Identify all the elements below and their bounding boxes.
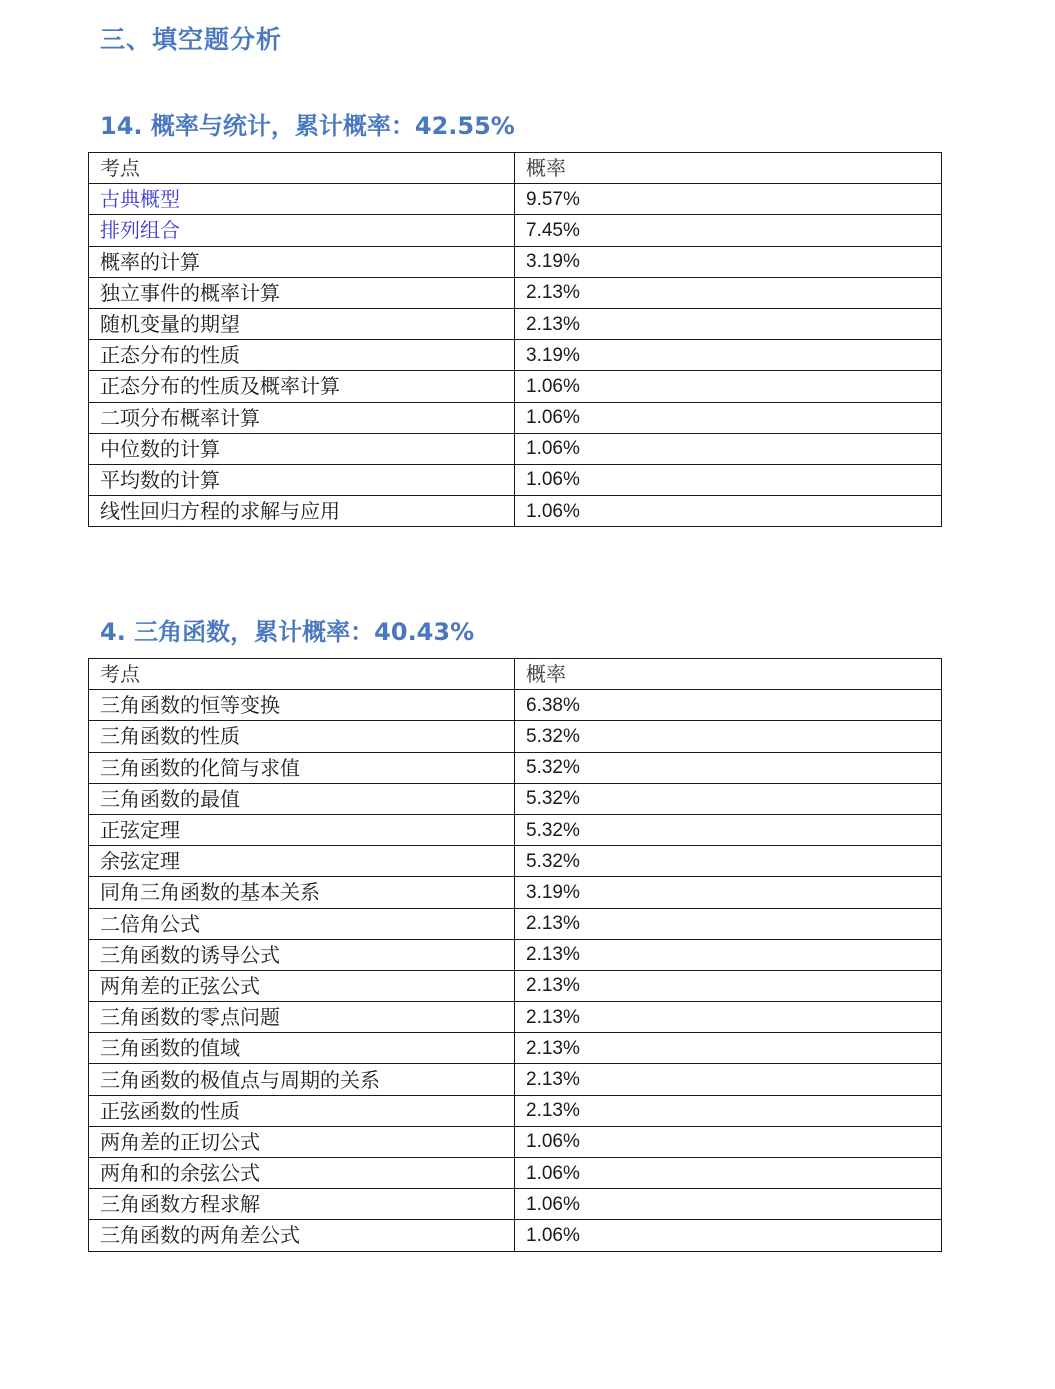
- probability-value: 5.32%: [515, 783, 942, 814]
- probability-value: 7.45%: [515, 215, 942, 246]
- topic-name: 正态分布的性质及概率计算: [89, 371, 515, 402]
- probability-value: 2.13%: [515, 277, 942, 308]
- table-row: [89, 464, 942, 495]
- table-row: [89, 215, 942, 246]
- topic-name: 概率的计算: [89, 246, 515, 277]
- table-row: [89, 1033, 942, 1064]
- probability-value: 3.19%: [515, 340, 942, 371]
- topic-name: 三角函数的诱导公式: [89, 939, 515, 970]
- topic-name: 两角差的正弦公式: [89, 970, 515, 1001]
- topic-name: 同角三角函数的基本关系: [89, 877, 515, 908]
- table-row: [89, 752, 942, 783]
- topic-name: 平均数的计算: [89, 464, 515, 495]
- probability-value: 6.38%: [515, 690, 942, 721]
- probability-value: 2.13%: [515, 1095, 942, 1126]
- probability-value: 3.19%: [515, 877, 942, 908]
- topic-name: 三角函数的值域: [89, 1033, 515, 1064]
- topic-name: 三角函数的化简与求值: [89, 752, 515, 783]
- table-row: [89, 371, 942, 402]
- table-row: [89, 721, 942, 752]
- probability-value: 5.32%: [515, 846, 942, 877]
- topic-heading-trigonometry: 4. 三角函数，累计概率：40.43%: [100, 618, 475, 646]
- probability-table: [88, 152, 942, 527]
- topic-name: 两角和的余弦公式: [89, 1158, 515, 1189]
- column-header-topic: 考点: [89, 153, 515, 184]
- topic-name: 独立事件的概率计算: [89, 277, 515, 308]
- table-header-row: [89, 153, 942, 184]
- column-header-probability: 概率: [515, 153, 942, 184]
- topic-name: 中位数的计算: [89, 433, 515, 464]
- topic-link[interactable]: 排列组合: [89, 215, 515, 246]
- topic-heading-probability: 14. 概率与统计，累计概率：42.55%: [100, 112, 515, 140]
- probability-value: 5.32%: [515, 721, 942, 752]
- topic-name: 余弦定理: [89, 846, 515, 877]
- probability-value: 1.06%: [515, 1158, 942, 1189]
- topic-name: 三角函数的恒等变换: [89, 690, 515, 721]
- probability-value: 2.13%: [515, 908, 942, 939]
- topic-name: 随机变量的期望: [89, 308, 515, 339]
- probability-value: 9.57%: [515, 184, 942, 215]
- probability-value: 1.06%: [515, 464, 942, 495]
- probability-value: 2.13%: [515, 308, 942, 339]
- table-row: [89, 970, 942, 1001]
- probability-value: 5.32%: [515, 752, 942, 783]
- table-row: [89, 1002, 942, 1033]
- table-row: [89, 846, 942, 877]
- probability-value: 2.13%: [515, 1002, 942, 1033]
- column-header-topic: 考点: [89, 659, 515, 690]
- table-row: [89, 433, 942, 464]
- topic-name: 三角函数的性质: [89, 721, 515, 752]
- topic-link[interactable]: 古典概型: [89, 184, 515, 215]
- probability-value: 1.06%: [515, 1220, 942, 1251]
- probability-value: 3.19%: [515, 246, 942, 277]
- topic-name: 三角函数的极值点与周期的关系: [89, 1064, 515, 1095]
- table-row: [89, 340, 942, 371]
- probability-value: 1.06%: [515, 496, 942, 527]
- table-row: [89, 402, 942, 433]
- topic-name: 正弦定理: [89, 814, 515, 845]
- trigonometry-table: [88, 658, 942, 1252]
- topic-name: 二倍角公式: [89, 908, 515, 939]
- table-row: [89, 690, 942, 721]
- table-row: [89, 277, 942, 308]
- probability-value: 1.06%: [515, 402, 942, 433]
- table-row: [89, 939, 942, 970]
- table-row: [89, 908, 942, 939]
- probability-value: 2.13%: [515, 970, 942, 1001]
- topic-name: 线性回归方程的求解与应用: [89, 496, 515, 527]
- table-row: [89, 1189, 942, 1220]
- probability-value: 1.06%: [515, 1126, 942, 1157]
- topic-name: 二项分布概率计算: [89, 402, 515, 433]
- probability-value: 2.13%: [515, 1064, 942, 1095]
- topic-name: 正态分布的性质: [89, 340, 515, 371]
- probability-value: 5.32%: [515, 814, 942, 845]
- table-header-row: [89, 659, 942, 690]
- table-row: [89, 1220, 942, 1251]
- table-row: [89, 1064, 942, 1095]
- topic-name: 正弦函数的性质: [89, 1095, 515, 1126]
- probability-value: 2.13%: [515, 939, 942, 970]
- table-row: [89, 1158, 942, 1189]
- probability-value: 1.06%: [515, 1189, 942, 1220]
- table-row: [89, 246, 942, 277]
- table-row: [89, 1095, 942, 1126]
- table-row: [89, 877, 942, 908]
- column-header-probability: 概率: [515, 659, 942, 690]
- topic-name: 三角函数的两角差公式: [89, 1220, 515, 1251]
- probability-value: 1.06%: [515, 433, 942, 464]
- probability-value: 2.13%: [515, 1033, 942, 1064]
- topic-name: 三角函数的最值: [89, 783, 515, 814]
- table-row: [89, 184, 942, 215]
- topic-name: 三角函数方程求解: [89, 1189, 515, 1220]
- table-row: [89, 496, 942, 527]
- table-row: [89, 814, 942, 845]
- probability-value: 1.06%: [515, 371, 942, 402]
- table-row: [89, 783, 942, 814]
- section-title: 三、填空题分析: [100, 25, 283, 54]
- topic-name: 两角差的正切公式: [89, 1126, 515, 1157]
- topic-name: 三角函数的零点问题: [89, 1002, 515, 1033]
- table-row: [89, 1126, 942, 1157]
- table-row: [89, 308, 942, 339]
